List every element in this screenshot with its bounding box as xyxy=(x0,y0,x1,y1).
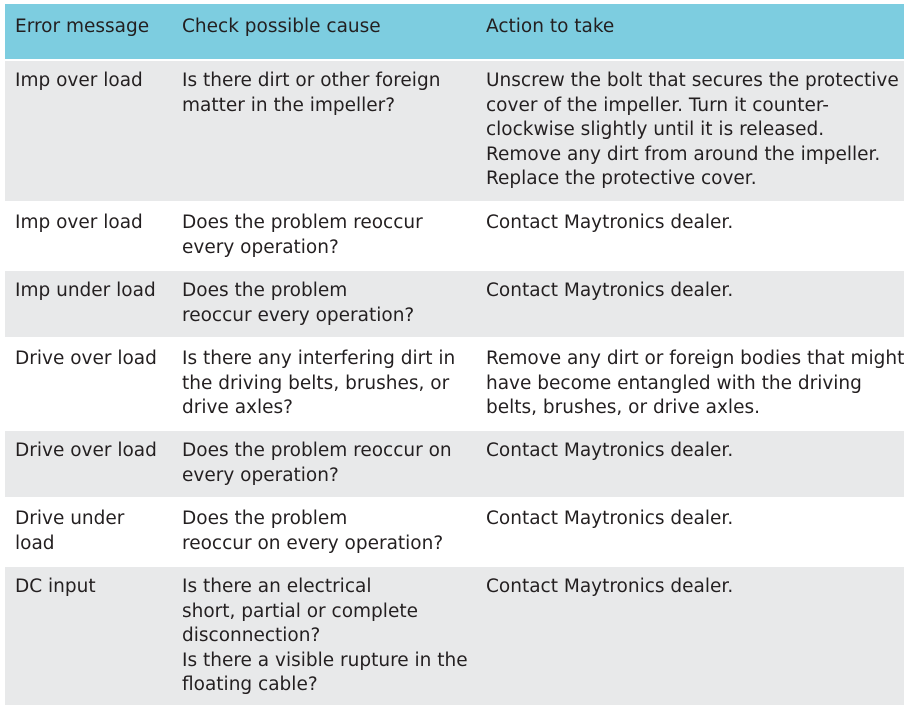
action-line: have become entangled with the driving xyxy=(486,372,862,394)
header-check-possible-cause: Check possible cause xyxy=(172,4,476,60)
table-row xyxy=(5,202,904,270)
error-message-cell xyxy=(5,498,172,566)
possible-cause-line: disconnection? xyxy=(182,625,321,646)
possible-cause-line: Does the problem reoccur xyxy=(182,212,423,233)
error-message-line: Imp over load xyxy=(15,212,143,233)
action-line: Contact Maytronics dealer. xyxy=(486,440,734,461)
action-cell xyxy=(476,270,904,338)
error-message-cell xyxy=(5,430,172,498)
possible-cause-line: matter in the impeller? xyxy=(182,94,396,116)
table-row xyxy=(5,270,904,338)
header-action-to-take: Action to take xyxy=(476,4,904,60)
error-message-line: Drive over load xyxy=(15,440,157,461)
action-line: Remove any dirt from around the impeller. xyxy=(486,143,881,165)
possible-cause-cell xyxy=(172,270,476,338)
error-message-line: Imp over load xyxy=(15,70,143,91)
possible-cause-line: short, partial or complete xyxy=(182,600,418,622)
table-row xyxy=(5,430,904,498)
error-message-line: Drive over load xyxy=(15,348,157,369)
possible-cause-line: Is there any interfering dirt in xyxy=(182,348,456,369)
possible-cause-line: the driving belts, brushes, or xyxy=(182,372,450,394)
action-line: Contact Maytronics dealer. xyxy=(486,212,734,233)
possible-cause-cell xyxy=(172,60,476,202)
error-message-cell xyxy=(5,338,172,430)
action-cell xyxy=(476,566,904,705)
table-body xyxy=(5,60,904,705)
action-line: cover of the impeller. Turn it counter- xyxy=(486,94,829,116)
possible-cause-line: reoccur every operation? xyxy=(182,304,415,326)
error-message-line: DC input xyxy=(15,576,96,597)
header-error-message: Error message xyxy=(5,4,172,60)
error-message-line: Imp under load xyxy=(15,280,156,301)
table-row xyxy=(5,338,904,430)
action-line: Contact Maytronics dealer. xyxy=(486,280,734,301)
error-message-cell xyxy=(5,202,172,270)
action-cell xyxy=(476,202,904,270)
action-line: Remove any dirt or foreign bodies that might xyxy=(486,348,905,369)
possible-cause-line: every operation? xyxy=(182,464,339,486)
error-message-cell xyxy=(5,566,172,705)
possible-cause-line: Does the problem xyxy=(182,280,348,301)
action-line: belts, brushes, or drive axles. xyxy=(486,397,760,418)
error-message-line: load xyxy=(15,532,55,554)
possible-cause-line: Does the problem xyxy=(182,508,348,529)
possible-cause-line: Is there dirt or other foreign xyxy=(182,70,441,91)
possible-cause-line: Does the problem reoccur on xyxy=(182,440,452,461)
table-row xyxy=(5,498,904,566)
error-message-cell xyxy=(5,60,172,202)
error-message-line: Drive under xyxy=(15,508,125,529)
table-header-row xyxy=(5,4,904,60)
troubleshooting-table xyxy=(5,4,904,705)
action-line: Contact Maytronics dealer. xyxy=(486,508,734,529)
action-line: Replace the protective cover. xyxy=(486,168,757,189)
possible-cause-line: reoccur on every operation? xyxy=(182,532,444,554)
possible-cause-cell xyxy=(172,338,476,430)
possible-cause-line: every operation? xyxy=(182,236,339,258)
error-message-cell xyxy=(5,270,172,338)
table-row xyxy=(5,60,904,202)
action-line: Contact Maytronics dealer. xyxy=(486,576,734,597)
possible-cause-line: floating cable? xyxy=(182,674,318,695)
action-line: clockwise slightly until it is released. xyxy=(486,119,825,140)
possible-cause-cell xyxy=(172,498,476,566)
action-cell xyxy=(476,60,904,202)
possible-cause-line: Is there an electrical xyxy=(182,576,372,597)
possible-cause-cell xyxy=(172,202,476,270)
possible-cause-cell xyxy=(172,566,476,705)
action-cell xyxy=(476,338,904,430)
possible-cause-line: drive axles? xyxy=(182,397,293,418)
possible-cause-line: Is there a visible rupture in the xyxy=(182,649,468,671)
action-line: Unscrew the bolt that secures the protective xyxy=(486,70,899,91)
action-cell xyxy=(476,430,904,498)
possible-cause-cell xyxy=(172,430,476,498)
action-cell xyxy=(476,498,904,566)
table-row xyxy=(5,566,904,705)
